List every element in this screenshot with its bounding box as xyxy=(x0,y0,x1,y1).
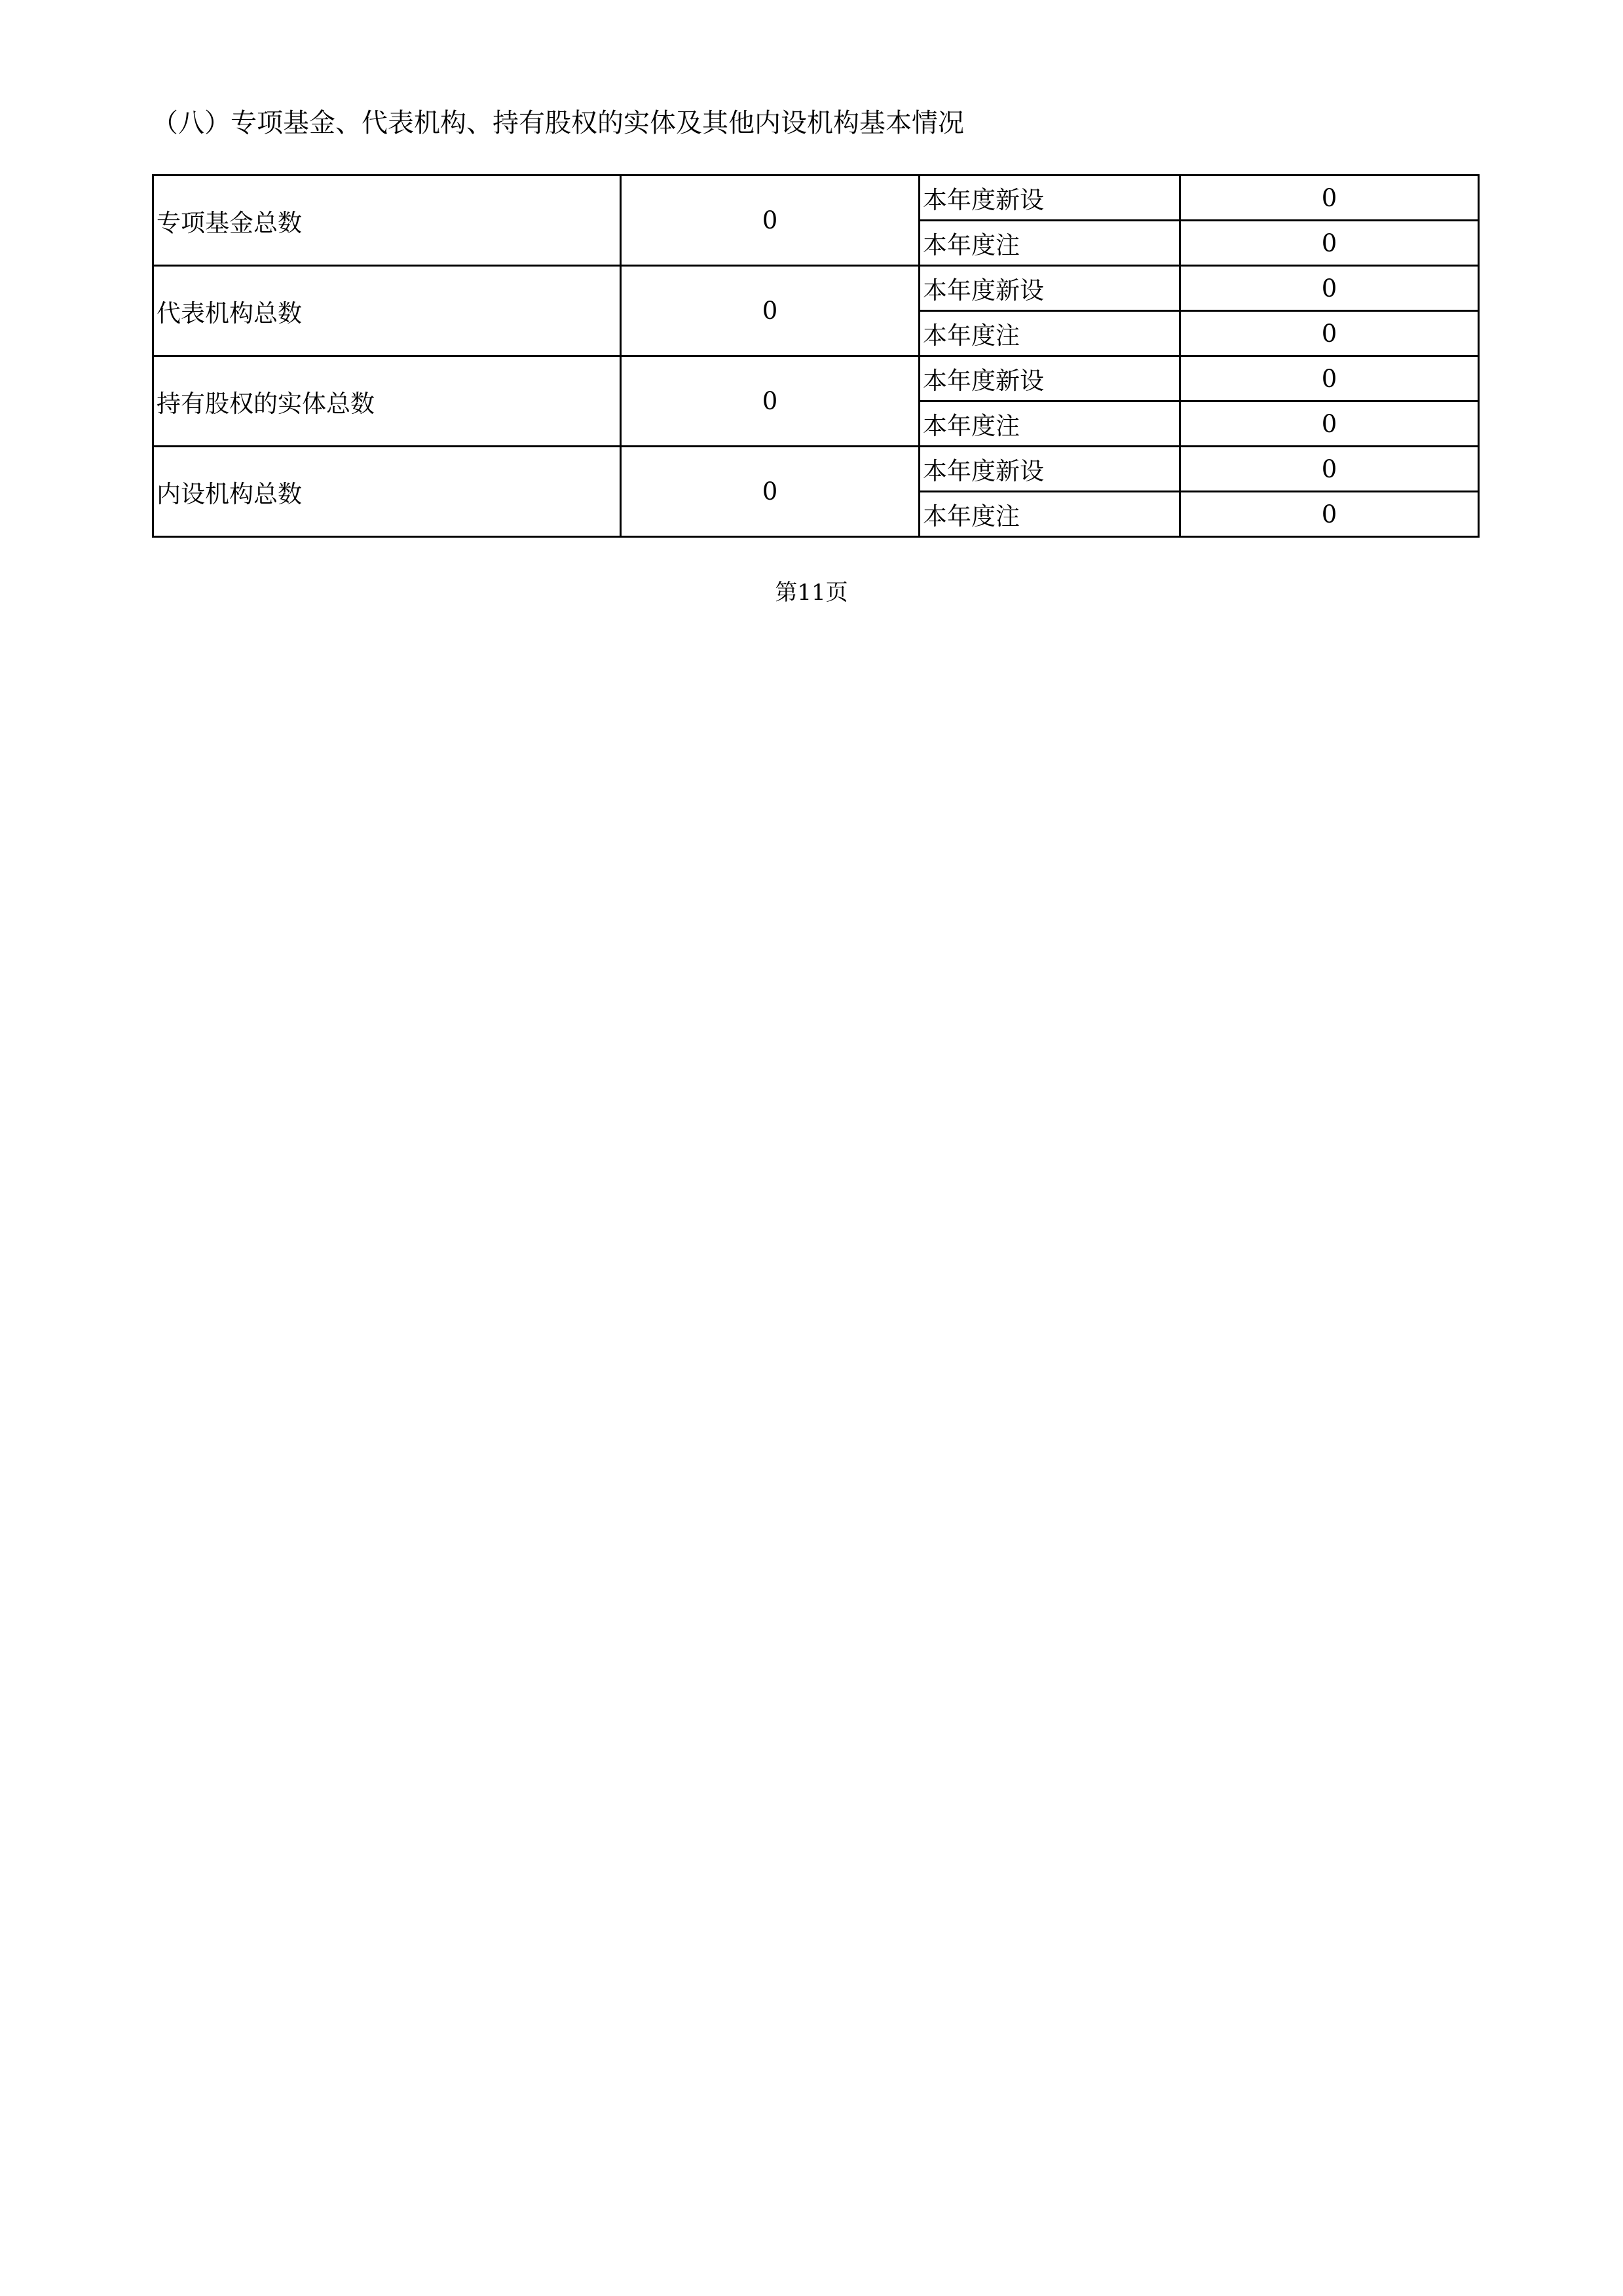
new-this-year-label: 本年度新设 xyxy=(920,266,1180,311)
cancelled-this-year-value: 0 xyxy=(1180,221,1479,266)
table-row xyxy=(153,356,1479,401)
institutions-table xyxy=(152,174,1480,538)
cancelled-this-year-value: 0 xyxy=(1180,492,1479,537)
new-this-year-label: 本年度新设 xyxy=(920,447,1180,492)
table-row xyxy=(153,266,1479,311)
row-total: 0 xyxy=(621,176,920,266)
row-label: 持有股权的实体总数 xyxy=(153,356,621,447)
row-total: 0 xyxy=(621,447,920,537)
cancelled-this-year-label: 本年度注 xyxy=(920,311,1180,356)
cancelled-this-year-value: 0 xyxy=(1180,311,1479,356)
new-this-year-label: 本年度新设 xyxy=(920,356,1180,401)
row-total: 0 xyxy=(621,356,920,447)
cancelled-this-year-label: 本年度注 xyxy=(920,221,1180,266)
new-this-year-value: 0 xyxy=(1180,447,1479,492)
cancelled-this-year-value: 0 xyxy=(1180,401,1479,447)
row-label: 专项基金总数 xyxy=(153,176,621,266)
page-number: 第11页 xyxy=(775,580,848,606)
new-this-year-value: 0 xyxy=(1180,356,1479,401)
row-label: 内设机构总数 xyxy=(153,447,621,537)
new-this-year-value: 0 xyxy=(1180,176,1479,221)
section-title: （八）专项基金、代表机构、持有股权的实体及其他内设机构基本情况 xyxy=(152,108,964,138)
table-row xyxy=(153,447,1479,492)
table-row xyxy=(153,176,1479,221)
cancelled-this-year-label: 本年度注 xyxy=(920,492,1180,537)
new-this-year-value: 0 xyxy=(1180,266,1479,311)
new-this-year-label: 本年度新设 xyxy=(920,176,1180,221)
row-label: 代表机构总数 xyxy=(153,266,621,356)
row-total: 0 xyxy=(621,266,920,356)
cancelled-this-year-label: 本年度注 xyxy=(920,401,1180,447)
